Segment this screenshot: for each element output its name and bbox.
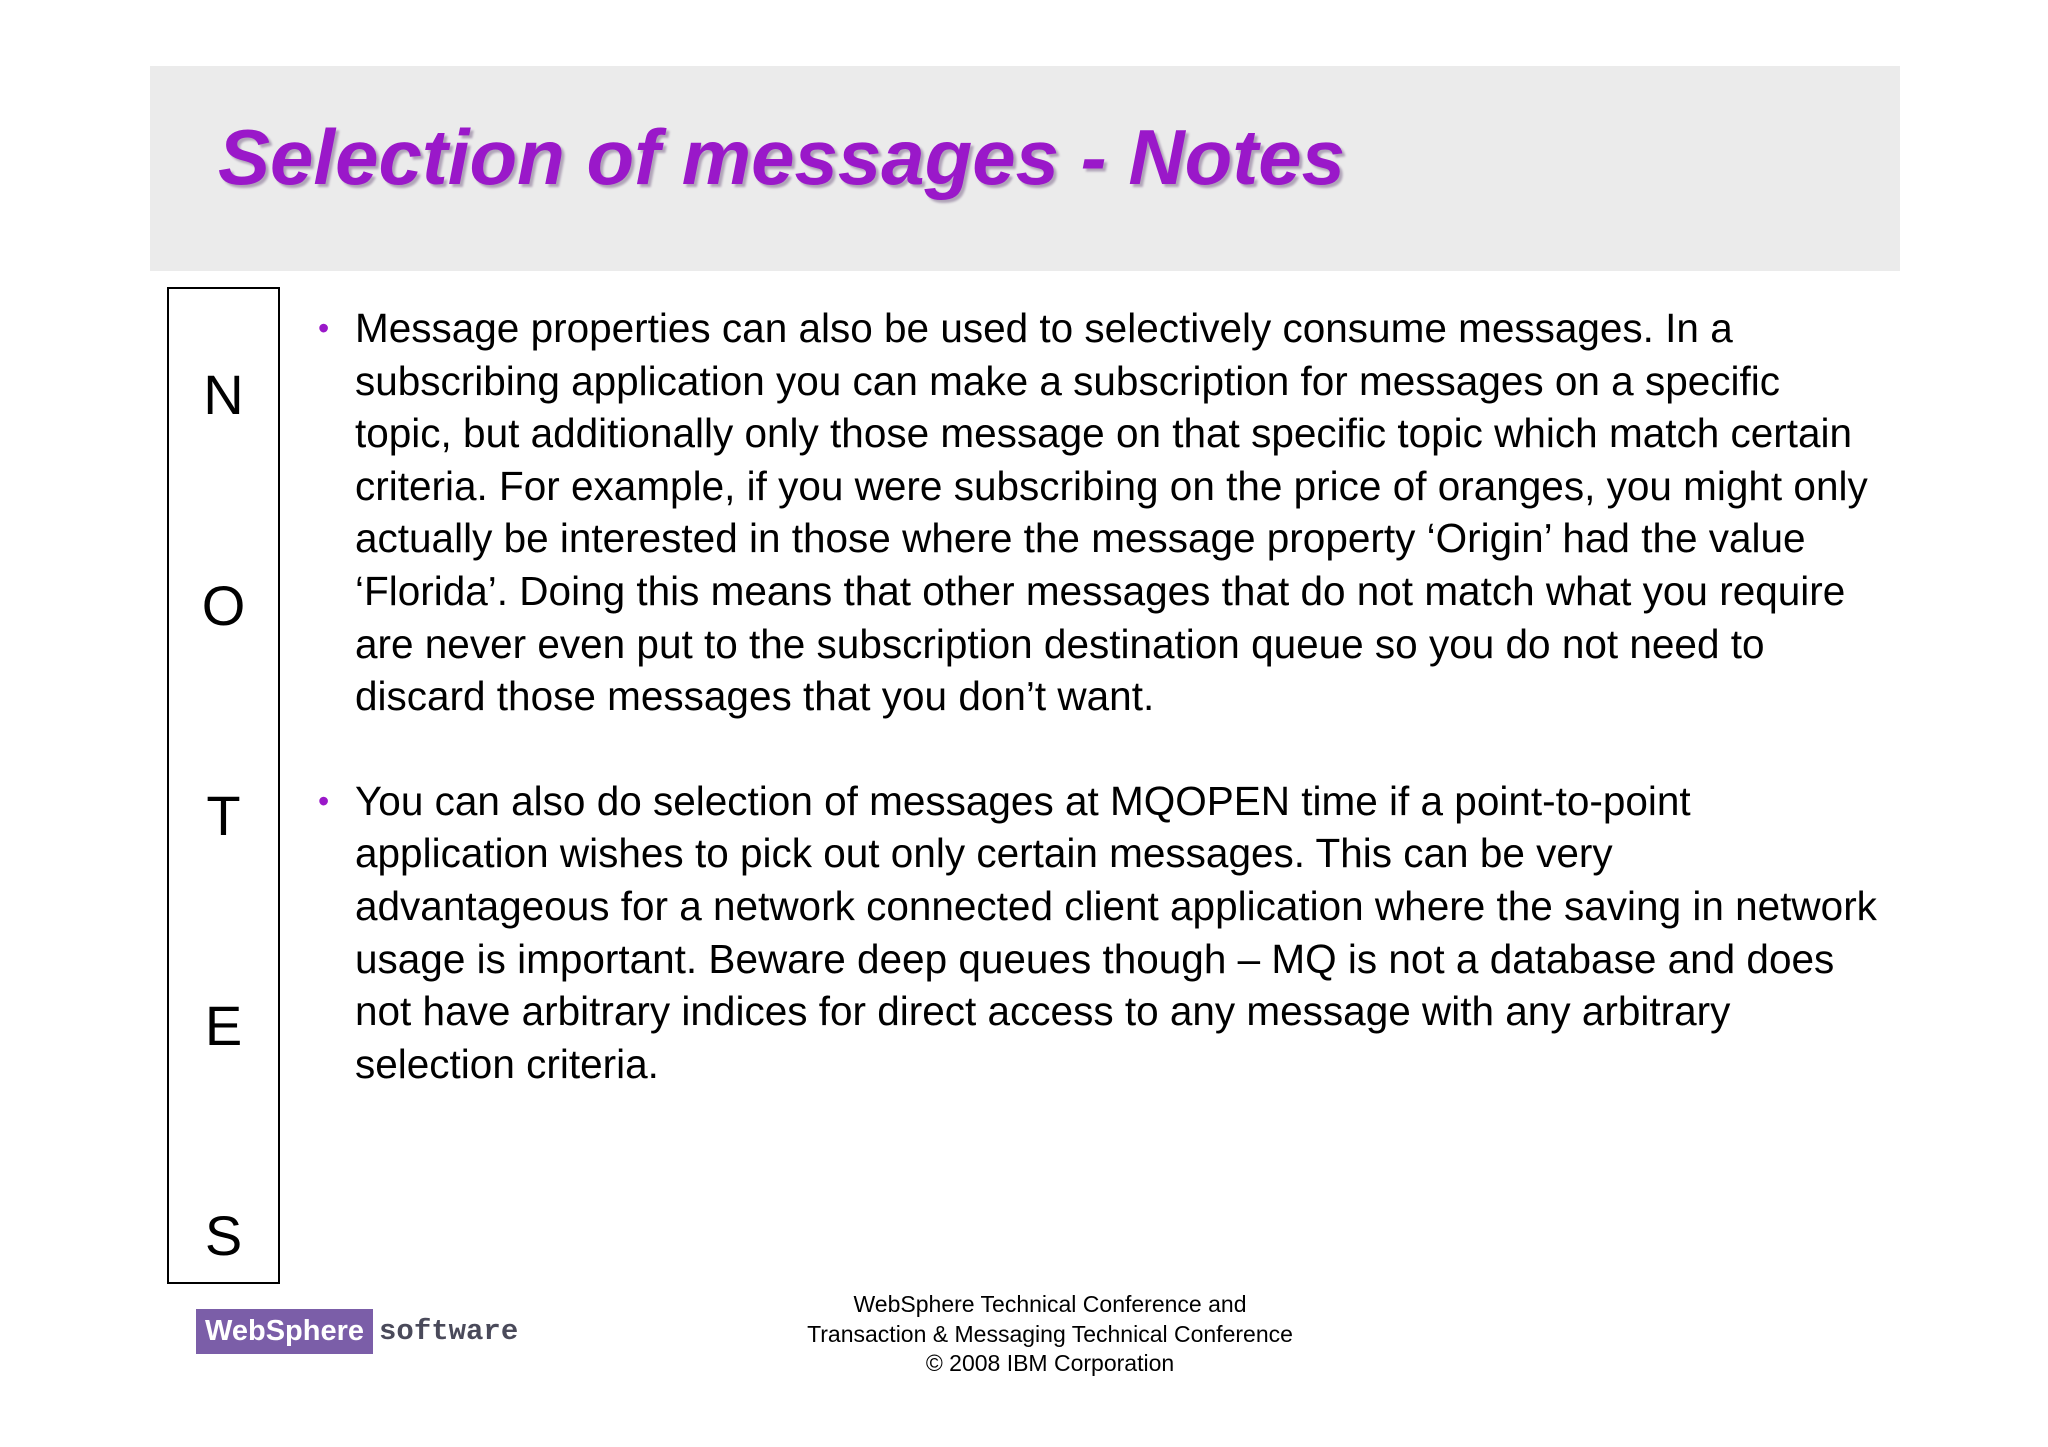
websphere-software-logo xyxy=(196,1309,518,1354)
notes-content xyxy=(318,302,1878,1142)
bullet-marker: • xyxy=(318,310,330,346)
notes-label-box xyxy=(167,287,280,1284)
logo-word-text: software xyxy=(379,1315,519,1348)
bullet-item xyxy=(318,775,1878,1091)
bullet-marker: • xyxy=(318,782,330,819)
slide-title: Selection of messages - Notes xyxy=(218,113,1346,201)
footer-conference-info xyxy=(700,1290,1400,1379)
notes-letter-o: O xyxy=(201,574,246,637)
footer-line-1: WebSphere Technical Conference and xyxy=(853,1291,1247,1317)
notes-letter-t: T xyxy=(206,784,241,847)
notes-letter-s: S xyxy=(204,1204,243,1267)
notes-letter-e: E xyxy=(204,994,243,1057)
bullet-text: You can also do selection of messages at MQOPEN time if a point-to-point application wishes to pick out only certain messages. This can be very advantageous for a network connected client application where the saving in network usage is important. Beware deep queues though – MQ is not a database and does not have arbitrary indices for direct access to any message with any arbitrary selection criteria. xyxy=(355,777,1877,1087)
footer-line-2: Transaction & Messaging Technical Conference xyxy=(807,1320,1293,1347)
logo-brand-text: WebSphere xyxy=(196,1309,373,1354)
bullet-item xyxy=(318,302,1878,723)
notes-letter-n: N xyxy=(203,363,244,426)
bullet-text: Message properties can also be used to selectively consume messages. In a subscribing application you can make a subscription for messages on a specific topic, but additionally only those message on that specific topic which match certain criteria. For example, if you were subscribing on the price of oranges, you might only actually be interested in those where the message property ‘Origin’ had the value ‘Florida’. Doing this means that other messages that do not match what you require are never even put to the subscription destination queue so you do not need to discard those messages that you don’t want. xyxy=(355,305,1868,720)
footer-copyright: © 2008 IBM Corporation xyxy=(925,1350,1175,1376)
